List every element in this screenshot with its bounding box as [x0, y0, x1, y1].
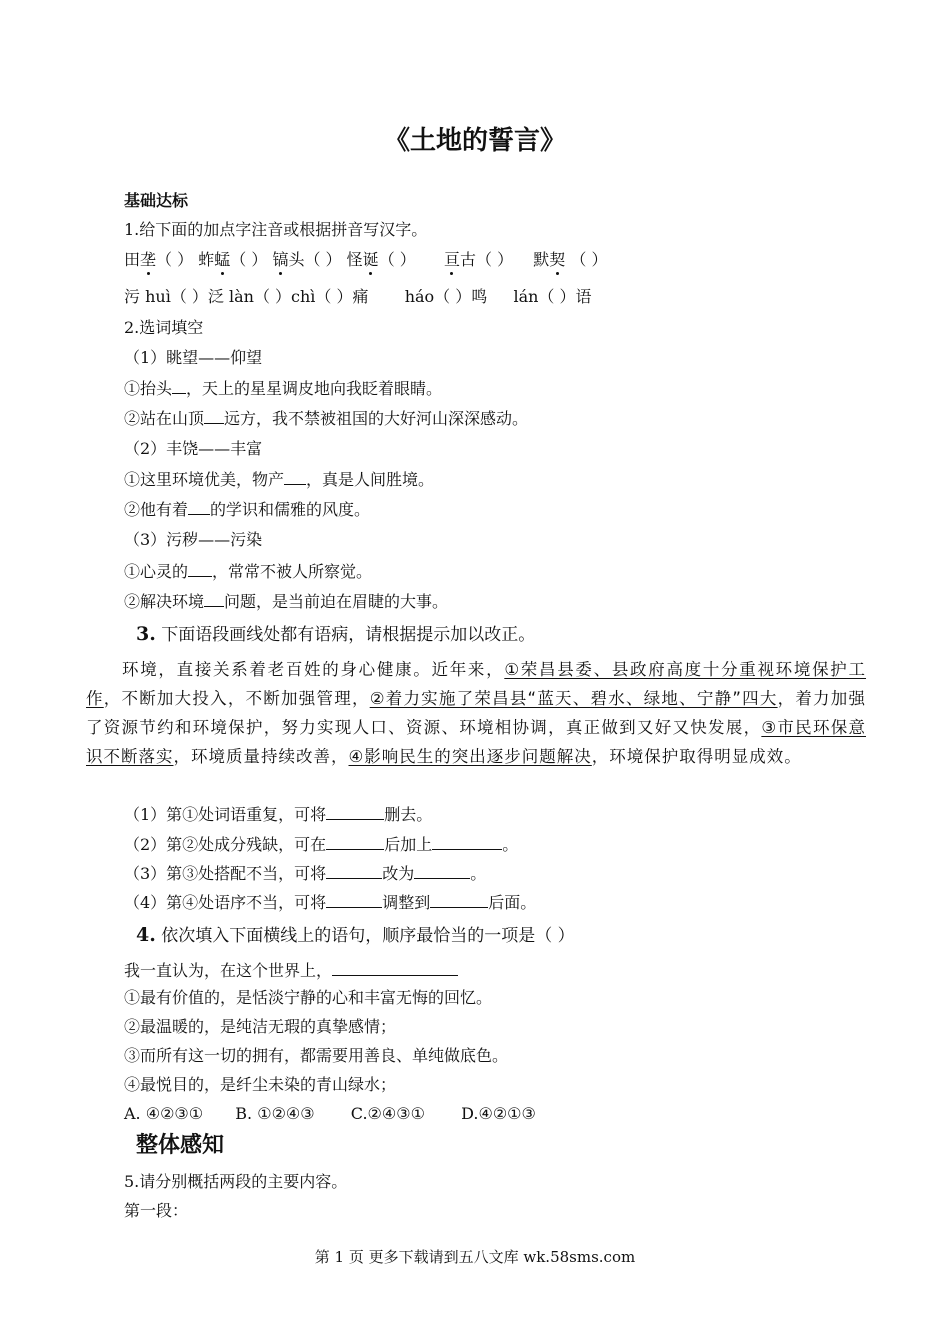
q3-underline-1: ①荣昌县委、县政府高度十分重视环境保护工作: [86, 660, 867, 708]
q2-g3-item-b: ②解决环境 问题，是当前迫在眉睫的大事。: [124, 592, 449, 611]
q1-pinyin-1: 污 huì（ ）泛 làn（ ）chì（ ）痛: [124, 287, 369, 306]
q3-sub-1: （1）第①处词语重复，可将 删去。: [124, 805, 433, 824]
q3-sub-3: （3）第③处搭配不当，可将 改为 。: [124, 864, 487, 883]
q5-first-paragraph-label: 第一段：: [124, 1201, 189, 1220]
q4-choice-c: C.②④③①: [350, 1104, 425, 1123]
q3-underline-4: ④影响民生的突出逐步问题解决: [348, 747, 592, 766]
q4-option-1: ①最有价值的，是恬淡宁静的心和丰富无悔的回忆。: [124, 988, 493, 1007]
q1-row1: [124, 250, 608, 270]
q2-g1-item-a: ①抬头 ，天上的星星调皮地向我眨着眼睛。: [124, 379, 443, 398]
section-basic-heading: 基础达标: [124, 191, 189, 210]
q2-prompt: 2.选词填空: [124, 318, 204, 337]
q1-item-5: 亘古（ ）: [443, 250, 514, 269]
q4-option-4: ④最悦目的，是纤尘未染的青山绿水；: [124, 1075, 397, 1094]
q3-passage: 环境，直接关系着老百姓的身心健康。近年来，①荣昌县委、县政府高度十分重视环境保护工作，不断加大投入，不断加强管理，②着力实施了荣昌县“蓝天、碧水、绿地、宁静”四大，着力加强了资源节约和环境保护，努力实现人口、资源、环境相协调，真正做到又好又快发展，③市民环保意识不断落实，环境质量持续改善，④影响民生的突出逐步问题解决，环境保护取得明显成效。: [86, 660, 867, 766]
q4-option-3: ③而所有这一切的拥有，都需要用善良、单纯做底色。: [124, 1046, 509, 1065]
q1-item-2: 蚱蜢（ ）: [198, 250, 268, 269]
q2-g3-item-a: ①心灵的 ，常常不被人所察觉。: [124, 562, 373, 581]
q1-item-3: 镐头（ ）: [272, 250, 342, 269]
q2-g2-item-b: ②他有着 的学识和儒雅的风度。: [124, 500, 371, 519]
q3-underline-3: ③市民环保意识不断落实: [86, 718, 866, 766]
q1-pinyin-2: háo（ ）鸣: [404, 287, 488, 306]
q4-choice-d: D.④②①③: [461, 1104, 536, 1123]
page-title: 《土地的誓言》: [383, 126, 566, 156]
q3-sub-2: （2）第②处成分残缺，可在 后加上 。: [124, 835, 519, 854]
q2-g2-item-a: ①这里环境优美，物产 ，真是人间胜境。: [124, 470, 435, 489]
q1-prompt: 1.给下面的加点字注音或根据拼音写汉字。: [124, 220, 428, 239]
q2-group1-label: （1）眺望——仰望: [124, 348, 263, 367]
q4-choice-a: A. ④②③①: [124, 1104, 204, 1123]
q2-group3-label: （3）污秽——污染: [124, 530, 263, 549]
q1-pinyin-3: lán（ ）语: [513, 287, 592, 306]
q4-option-2: ②最温暖的，是纯洁无瑕的真挚感情；: [124, 1017, 397, 1036]
q3-sub-4: （4）第④处语序不当，可将 调整到 后面。: [124, 893, 537, 912]
q3-prompt: 3. 下面语段画线处都有语病，请根据提示加以改正。: [136, 623, 536, 645]
q4-choice-b: B. ①②④③: [235, 1104, 315, 1123]
q5-prompt: 5.请分别概括两段的主要内容。: [124, 1172, 348, 1191]
q2-g1-item-b: ②站在山顶 远方，我不禁被祖国的大好河山深深感动。: [124, 409, 529, 428]
q2-group2-label: （2）丰饶——丰富: [124, 439, 263, 458]
q4-choices: [124, 1104, 536, 1124]
q1-row2: [124, 287, 592, 307]
q3-underline-2: ②着力实施了荣昌县“蓝天、碧水、绿地、宁静”四大: [369, 689, 778, 708]
q1-item-4: 怪诞（ ）: [346, 250, 416, 269]
q1-item-1: 田垄（ ）: [124, 250, 194, 269]
q1-item-6: 默契 （ ）: [533, 250, 608, 269]
q4-prompt: 4. 依次填入下面横线上的语句，顺序最恰当的一项是（ ）: [136, 924, 575, 946]
page-footer: 第 1 页 更多下载请到五八文库 wk.58sms.com: [314, 1248, 636, 1266]
q4-lead: 我一直认为，在这个世界上，: [124, 960, 458, 981]
section-overall-heading: 整体感知: [136, 1133, 225, 1158]
